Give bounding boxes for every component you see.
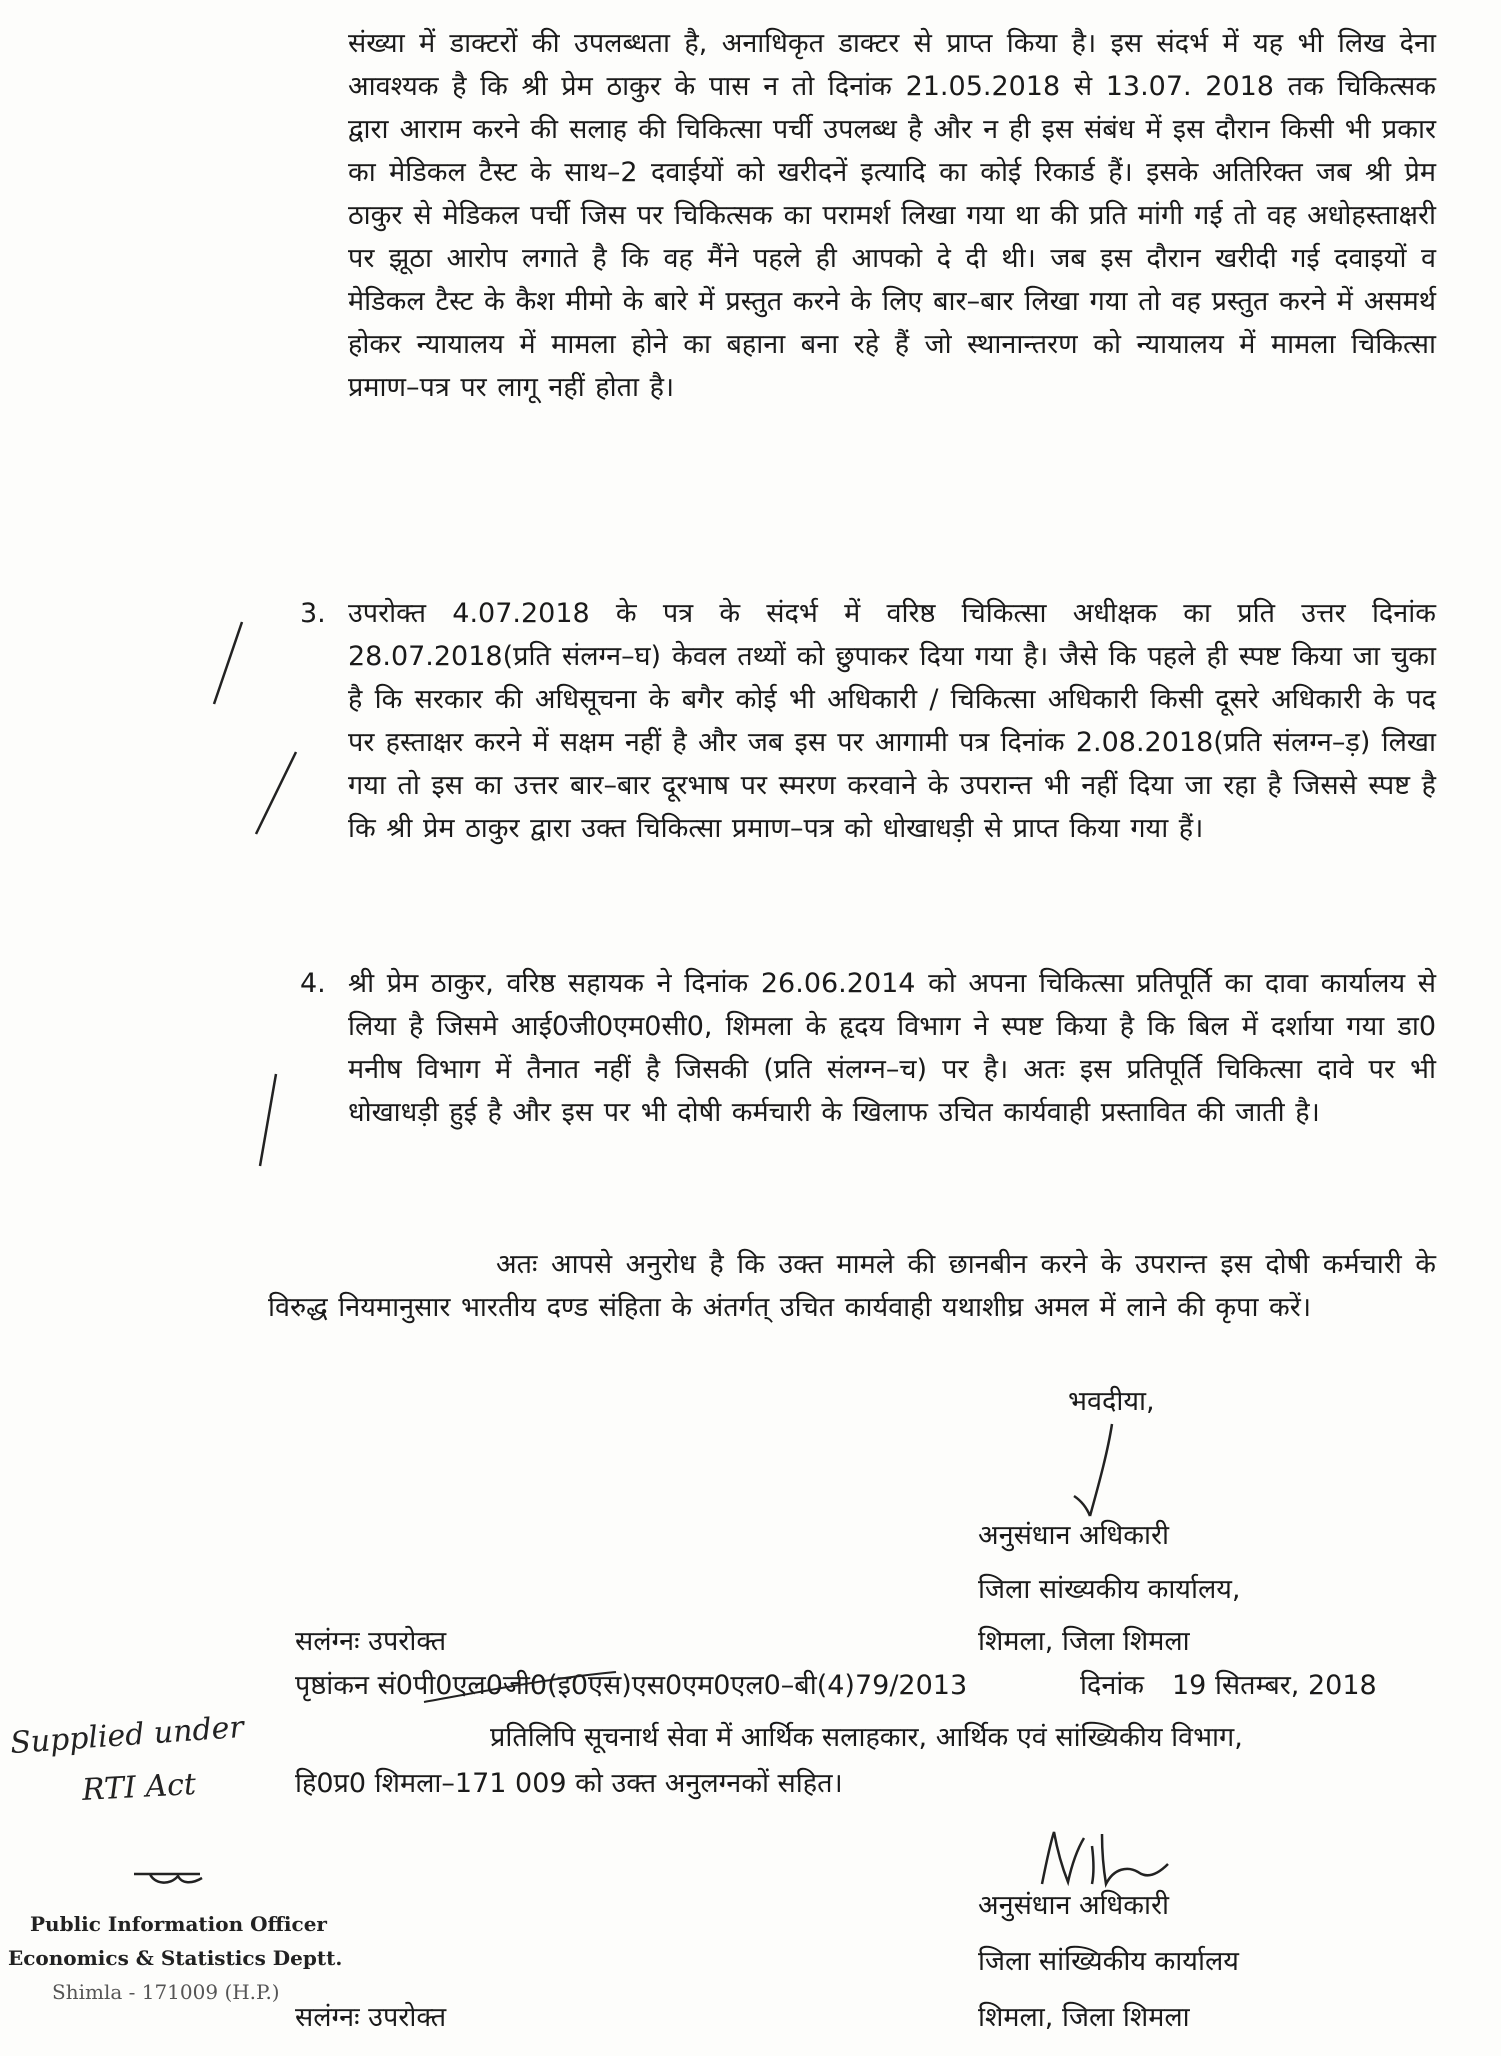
signatory-2-designation: अनुसंधान अधिकारी bbox=[978, 1890, 1170, 1921]
signatory-1-place: शिमला, जिला शिमला bbox=[978, 1626, 1190, 1657]
point-4-text: श्री प्रेम ठाकुर, वरिष्ठ सहायक ने दिनांक 26.06.2014 को अपना चिकित्सा प्रतिपूर्ति का दावा कार्यालय से लिया है जिसमे आई0जी0एम0सी0, शिमला के हृदय विभाग ने स्पष्ट किया है कि बिल में दर्शाया गया डा0 मनीष विभाग में तैनात नहीं है जिसकी (प्रति संलग्न–च) पर है। अतः इस प्रतिपूर्ति चिकित्सा दावे पर भी धोखाधड़ी हुई है और इस पर भी दोषी कर्मचारी के खिलाफ उचित कार्यवाही प्रस्तावित की जाती है। bbox=[348, 968, 1436, 1128]
margin-mark-point-3a bbox=[208, 618, 248, 708]
point-3-text: उपरोक्त 4.07.2018 के पत्र के संदर्भ में वरिष्ठ चिकित्सा अधीक्षक का प्रति उत्तर दिनांक 28.07.2018(प्रति संलग्न–घ) केवल तथ्यों को छुपाकर दिया गया है। जैसे कि पहले ही स्पष्ट किया जा चुका है कि सरकार की अधिसूचना के बगैर कोई भी अधिकारी / चिकित्सा अधिकारी किसी दूसरे अधिकारी के पद पर हस्ताक्षर करने में सक्षम नहीं है और जब इस पर आगामी पत्र दिनांक 2.08.2018(प्रति संलग्न–ड़) लिखा गया तो इस का उत्तर बार–बार दूरभाष पर स्मरण करवाने के उपरान्त भी नहीं दिया जा रहा है जिससे स्पष्ट है कि श्री प्रेम ठाकुर द्वारा उक्त चिकित्सा प्रमाण–पत्र को धोखाधड़ी से प्राप्त किया गया हैं। bbox=[348, 598, 1436, 844]
point-4-number: 4. bbox=[300, 968, 326, 999]
stamp-line-3: Shimla - 171009 (H.P.) bbox=[52, 1980, 280, 2004]
enclosure-1: सलंग्नः उपरोक्त bbox=[295, 1626, 447, 1657]
enclosure-2: सलंग्नः उपरोक्त bbox=[295, 2002, 447, 2033]
signatory-2-office: जिला सांख्यिकीय कार्यालय bbox=[978, 1946, 1239, 1977]
stamp-line-1: Public Information Officer bbox=[30, 1912, 327, 1936]
margin-mark-point-3b bbox=[250, 748, 300, 838]
top-paragraph: संख्या में डाक्टरों की उपलब्धता है, अनाधिकृत डाक्टर से प्राप्त किया है। इस संदर्भ में यह भी लिख देना आवश्यक है कि श्री प्रेम ठाकुर के पास न तो दिनांक 21.05.2018 से 13.07. 2018 तक चिकित्सक द्वारा आराम करने की सलाह की चिकित्सा पर्ची उपलब्ध है और न ही इस संबंध में इस दौरान किसी भी प्रकार का मेडिकल टैस्ट के साथ–2 दवाईयों को खरीदनें इत्यादि का कोई रिकार्ड हैं। इसके अतिरिक्त जब श्री प्रेम ठाकुर से मेडिकल पर्ची जिस पर चिकित्सक का परामर्श लिखा गया था की प्रति मांगी गई तो वह अधोहस्ताक्षरी पर झूठा आरोप लगाते है कि वह मैंने पहले ही आपको दे दी थी। जब इस दौरान खरीदी गई दवाइयों व मेडिकल टैस्ट के कैश मीमो के बारे में प्रस्तुत करने के लिए बार–बार लिखा गया तो वह प्रस्तुत करने में असमर्थ होकर न्यायालय में मामला होने का बहाना बना रहे हैं जो स्थानान्तरण को न्यायालय में मामला चिकित्सा प्रमाण–पत्र पर लागू नहीं होता है। bbox=[348, 28, 1436, 403]
stamp-line-2: Economics & Statistics Deptt. bbox=[8, 1946, 343, 1970]
endorsement-date-label: दिनांक bbox=[1080, 1670, 1145, 1701]
handwritten-note-line-2: RTI Act bbox=[81, 1767, 197, 1808]
copy-line-2: हि0प्र0 शिमला–171 009 को उक्त अनुलग्नकों सहित। bbox=[295, 1768, 843, 1799]
handwritten-note-line-1: Supplied under bbox=[9, 1709, 245, 1762]
request-paragraph: अतः आपसे अनुरोध है कि उक्त मामले की छानबीन करने के उपरान्त इस दोषी कर्मचारी के विरुद्ध नियमानुसार भारतीय दण्ड संहिता के अंतर्गत् उचित कार्यवाही यथाशीघ्र अमल में लाने की कृपा करें। bbox=[268, 1249, 1436, 1323]
margin-mark-point-4 bbox=[252, 1070, 282, 1170]
endorsement-number: पृष्ठांकन सं0पी0एल0जी0(इ0एस)एस0एम0एल0–बी(4)79/2013 bbox=[295, 1670, 968, 1701]
signatory-2-place: शिमला, जिला शिमला bbox=[978, 2002, 1190, 2033]
endorsement-date: 19 सितम्बर, 2018 bbox=[1172, 1670, 1377, 1701]
endorsement-strike bbox=[420, 1668, 620, 1708]
closing-salutation: भवदीया, bbox=[1068, 1386, 1155, 1417]
signature-1 bbox=[1060, 1420, 1140, 1530]
signatory-1-office: जिला सांख्यकीय कार्यालय, bbox=[978, 1574, 1241, 1605]
signatory-1-designation: अनुसंधान अधिकारी bbox=[978, 1520, 1170, 1551]
copy-line-1: प्रतिलिपि सूचनार्थ सेवा में आर्थिक सलाहकार, आर्थिक एवं सांख्यिकीय विभाग, bbox=[490, 1722, 1243, 1753]
stamp-signature bbox=[130, 1866, 210, 1890]
signature-2 bbox=[1036, 1824, 1176, 1894]
point-3-number: 3. bbox=[300, 598, 326, 629]
